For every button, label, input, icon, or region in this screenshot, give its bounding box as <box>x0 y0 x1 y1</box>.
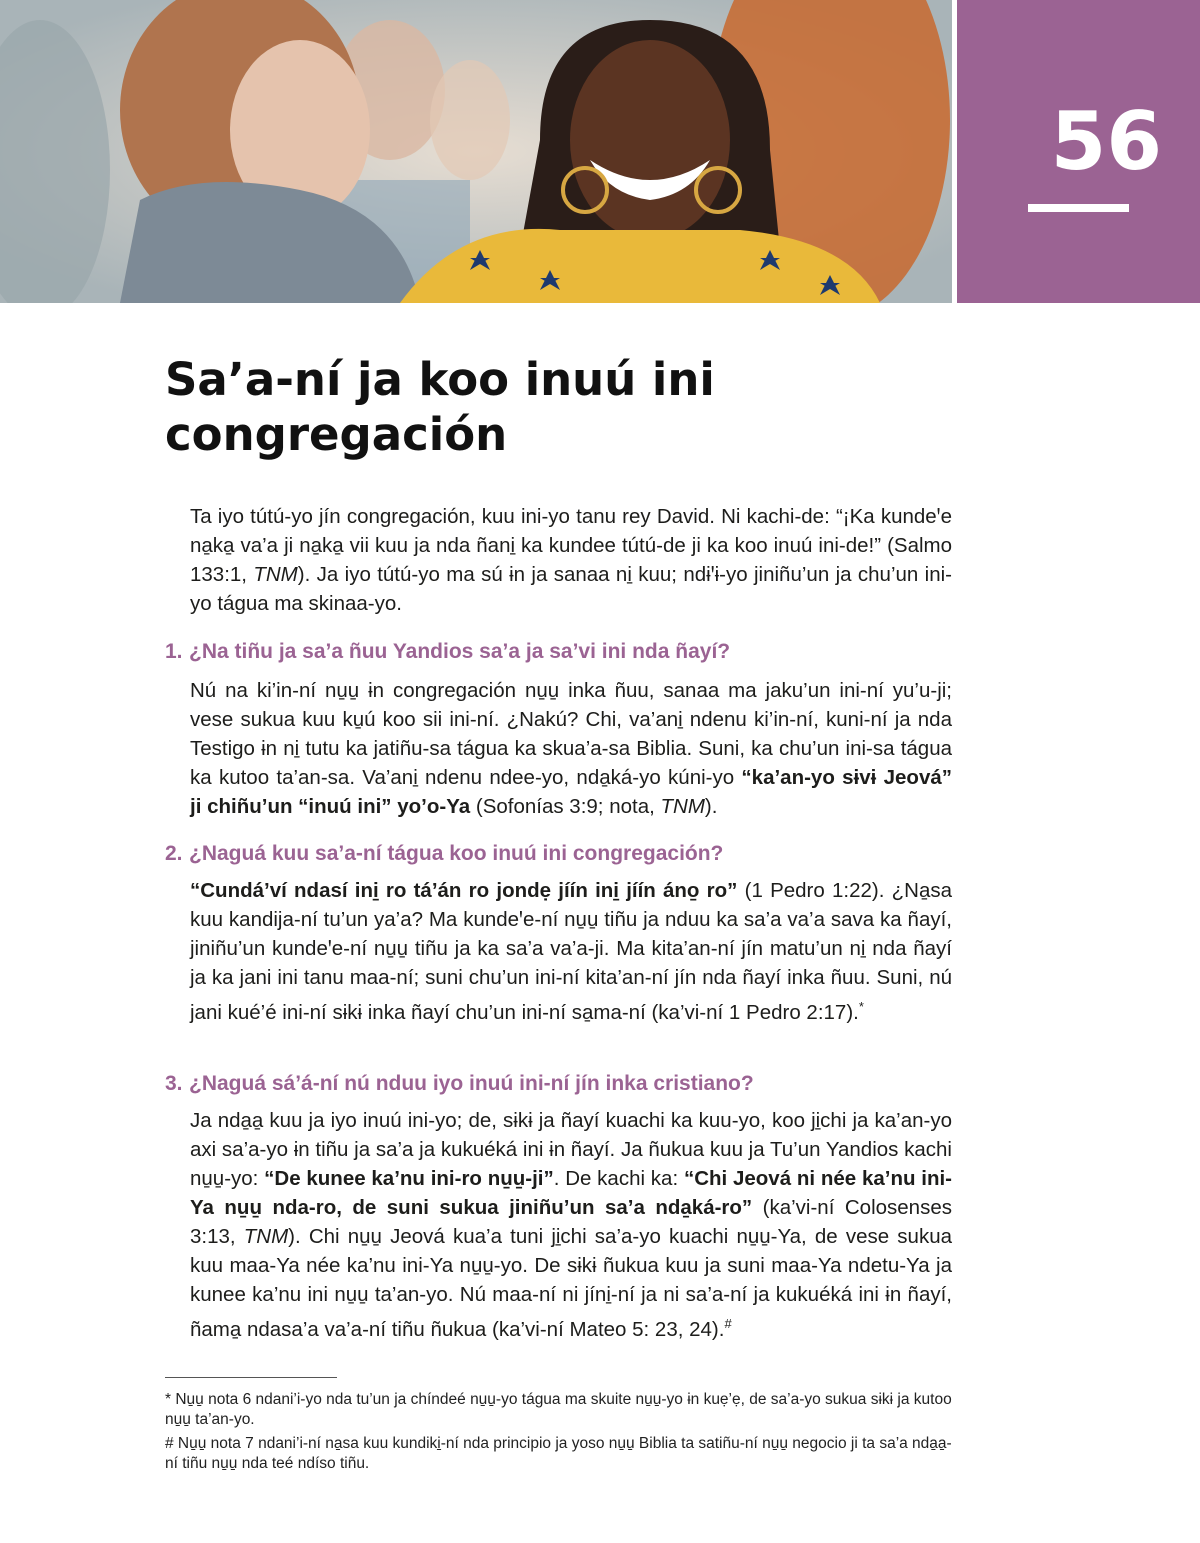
answer-1-bold-1: “ka’an-yo sɨvɨ Jeová” <box>741 766 952 789</box>
question-2-text: ¿Naguá kuu sa’a-ní tágua koo inuú ini congregación? <box>189 842 724 865</box>
answer-3-bold-1: “De kunee ka’nu ini-ro nu̱u̱-ji” <box>264 1167 554 1190</box>
answer-1-citation: TNM <box>660 795 705 818</box>
footnote-ref-hash: # <box>724 1316 732 1331</box>
header-photo <box>0 0 952 303</box>
question-3-number: 3. <box>165 1072 183 1095</box>
answer-2-text-1: (1 Pedro 1:22). ¿Na̱sa kuu kandija-ní tu’un ya’a? Ma kundeꞌe-ní nu̱u̱ tiñu ja nduu ka sa’a va’a sava ka ñayí, jiniñu’un kundeꞌe-ní nu̱u̱ tiñu ja ka sa’a va’a-ji. Ma kita’an-ní jín matu’un ni̱ nda ñayí ja ka jani ini tanu maa-ní; suni chu’un ini-ní kita’an-ní jín nda ñayí inka ñuu. Suni, nú jani kué’é ini-ní sɨkɨ inka ñayí chu’un ini-ní sa̱ma-ní (ka’vi-ní 1 Pedro 2:17). <box>190 879 952 1024</box>
answer-3-text-1: Ja nda̱a̱ kuu ja iyo inuú ini-yo; de, sɨkɨ ja ñayí kuachi ka kuu-yo, koo ji̱chi ja ka’an-yo axi sa’a-yo ɨn tiñu ja sa’a ja kukuéká ini ɨn ñayí. Ja ñukua kuu ja Tu’un Yandios kachi nu̱u̱-yo: <box>190 1109 952 1190</box>
question-2-number: 2. <box>165 842 183 865</box>
chapter-number: 56 <box>1050 95 1162 188</box>
footnote-1-mark: * <box>165 1391 172 1408</box>
answer-1-text-4: ). <box>704 795 718 818</box>
chapter-underline <box>1028 204 1129 212</box>
intro-citation: TNM <box>253 563 298 586</box>
answer-3-text-3: (ka’vi-ní Colosenses 3:13, <box>190 1196 952 1248</box>
intro-text-1: Ta iyo tútú-yo jín congregación, kuu ini-yo tanu rey David. Ni kachi-de: “¡Ka kundeꞌe na̱ka̱ va’a ji na̱ka̱ vii kuu ja nda ñani̱ ka kundee tútú-de ji ka koo inuú ini-de!” (Salmo 133:1, <box>190 505 952 586</box>
answer-3-paragraph <box>190 1106 952 1344</box>
answer-3-text-4: ). Chi nu̱u̱ Jeová kua’a tuni ji̱chi sa’a-yo kuachi nu̱u̱-Ya, de vese sukua kuu maa-Ya née ka’nu ini-Ya nu̱u̱-yo. De sɨkɨ ñukua kuu ja suni maa-Ya ndetu-Ya ja kunee ka’nu ini nu̱u̱ ta’an-yo. Nú maa-ní ni jíni̱-ní ja ni sa’a-ní ja kukuéká ini ɨn ñayí, ñama̱ ndasa’a va’a-ní tiñu ñukua (ka’vi-ní Mateo 5: 23, 24). <box>190 1225 952 1341</box>
chapter-badge <box>957 0 1200 303</box>
page-title <box>165 352 865 462</box>
answer-1-paragraph <box>190 676 952 821</box>
intro-text-2: ). Ja iyo tútú-yo ma sú ɨn ja sanaa ni̱ kuu; ndɨꞌɨ-yo jiniñu’un ja chu’un ini-yo tágua ma skinaa-yo. <box>190 563 952 615</box>
question-1 <box>165 638 955 666</box>
answer-3-text-2: . De kachi ka: <box>553 1167 684 1190</box>
question-2 <box>165 840 955 868</box>
title-line-1: Sa’a-ní ja koo inuú ini <box>165 353 715 406</box>
question-1-text: ¿Na tiñu ja sa’a ñuu Yandios sa’a ja sa’vi ini nda ñayí? <box>189 640 731 663</box>
footnote-1-text: Nu̱u̱ nota 6 ndani’i-yo nda tu’un ja chíndeé nu̱u̱-yo tágua ma skuite nu̱u̱-yo ɨn kuẹ’ẹ, de sa’a-yo sukua sɨkɨ ja kutoo nu̱u̱ ta’an-yo. <box>165 1391 952 1428</box>
footnote-2-mark: # <box>165 1435 174 1452</box>
answer-1-bold-2: ji chiñu’un “inuú ini” yo’o-Ya <box>190 795 471 818</box>
photo-illustration <box>0 0 952 303</box>
title-line-2: congregación <box>165 408 508 461</box>
intro-paragraph <box>190 502 952 618</box>
question-3-text: ¿Naguá sá’á-ní nú nduu iyo inuú ini-ní jín inka cristiano? <box>189 1072 754 1095</box>
answer-3-citation: TNM <box>243 1225 289 1248</box>
question-3 <box>165 1070 955 1098</box>
footnote-2 <box>165 1434 955 1474</box>
answer-1-text-1: Nú na ki’in-ní nu̱u̱ ɨn congregación nu̱u̱ inka ñuu, sanaa ma jaku’un ini-ní yu’u-ji; vese sukua kuu ku̱ú koo sii ini-ní. ¿Nakú? Chi, va’ani̱ ndenu ki’in-ní, kuni-ní ja nda Testigo ɨn ni̱ tutu ka jatiñu-sa tágua ka skua’a-sa Biblia. Suni, ka chu’un ini-sa tágua ka kutoo ta’an-sa. Va’ani̱ ndenu ndee-yo, nda̱ká-yo kúni-yo <box>190 679 952 789</box>
answer-1-text-3: (Sofonías 3:9; nota, <box>470 795 661 818</box>
question-1-number: 1. <box>165 640 183 663</box>
answer-3-bold-2: “Chi Jeová ni née ka’nu ini-Ya nu̱u̱ nda-ro, de suni sukua jiniñu’un sa’a nda̱ká-ro” <box>190 1167 953 1219</box>
answer-2-bold-1: “Cundá’ví ndasí ini̱ ro tá’án ro jondẹ jíín ini̱ jíín áno̱ ro” <box>190 879 738 902</box>
footnote-divider <box>165 1377 337 1378</box>
footnote-ref-star: * <box>858 999 864 1014</box>
answer-2-paragraph <box>190 876 952 1027</box>
footnote-2-text: Nu̱u̱ nota 7 ndani’i-ní na̱sa kuu kundiki̱-ní nda principio ja yoso nu̱u̱ Biblia ta satiñu-ní nu̱u̱ negocio ji ta sa’a nda̱a̱-ní tiñu nu̱u̱ nda teé ndíso tiñu. <box>165 1435 952 1472</box>
footnote-1 <box>165 1390 955 1430</box>
